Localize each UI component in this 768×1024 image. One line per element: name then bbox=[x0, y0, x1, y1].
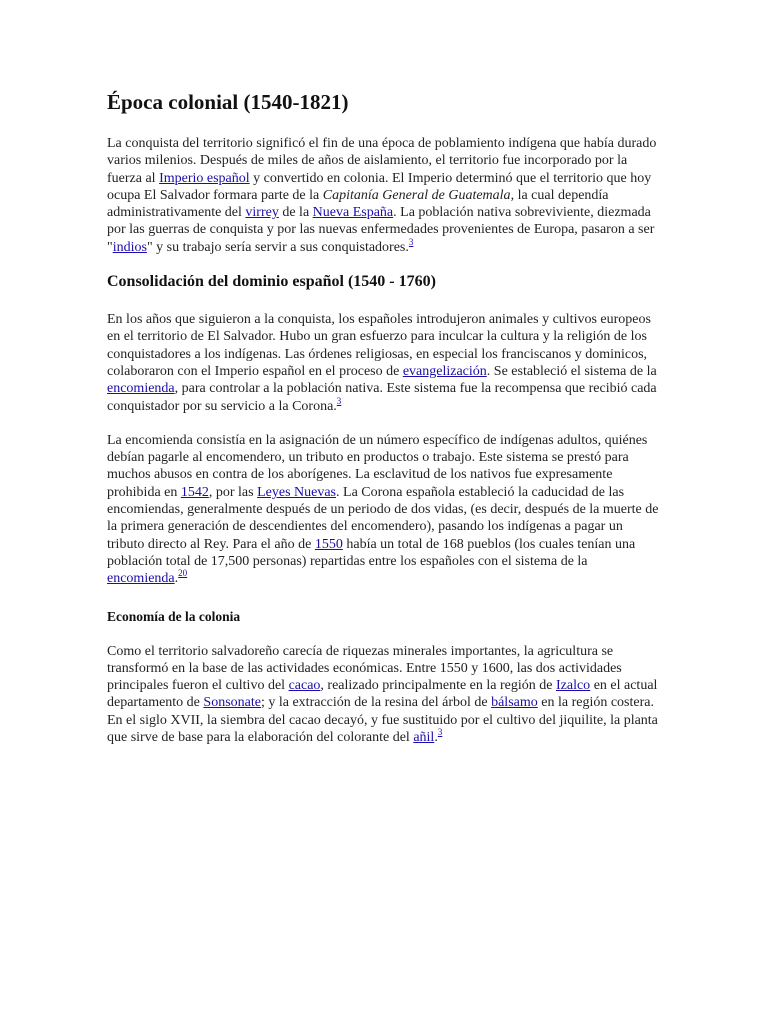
link-leyes-nuevas[interactable]: Leyes Nuevas bbox=[257, 484, 337, 500]
link-evangelizacion[interactable]: evangelización bbox=[402, 363, 487, 379]
link-nueva-espana[interactable]: Nueva España bbox=[312, 205, 394, 221]
document-page bbox=[107, 88, 663, 746]
link-1550[interactable]: 1550 bbox=[314, 536, 343, 552]
reference-marker bbox=[438, 727, 443, 737]
paragraph-consolidacion bbox=[107, 311, 663, 415]
text-run: , la cual dependía administrativamente del bbox=[107, 187, 609, 221]
link-encomienda[interactable]: encomienda bbox=[107, 571, 175, 587]
text-run: . Se estableció el sistema de la bbox=[486, 363, 657, 379]
paragraph-encomienda bbox=[107, 432, 663, 588]
link-encomienda[interactable]: encomienda bbox=[107, 381, 175, 397]
paragraph-conquista bbox=[107, 135, 663, 256]
text-run: ; y la extracción de la resina del árbol de bbox=[260, 695, 492, 711]
link-cacao[interactable]: cacao bbox=[288, 678, 321, 694]
text-run: , realizado principalmente en la región de bbox=[320, 678, 556, 694]
text-run: . bbox=[174, 571, 179, 587]
link-virrey[interactable]: virrey bbox=[245, 205, 279, 221]
reference-marker bbox=[337, 396, 342, 406]
text-run: La conquista del territorio significó el fin de una época de poblamiento indígena que había durado varios milenios. Después de miles de años de aislamiento, el territorio fue incorporado por la fuerza al bbox=[107, 136, 657, 186]
text-run: y convertido en colonia. El Imperio determinó que el territorio que hoy ocupa El Salvador formara parte de la bbox=[107, 170, 652, 203]
text-run: . La Corona española estableció la caducidad de las encomiendas, generalmente después de un periodo de dos vidas, (es decir, después de la muerte de la primera generación de descendientes del encomendero), pasando los indígenas a pagar un tributo directo al Rey. Para el año de bbox=[107, 484, 659, 552]
paragraph-economia bbox=[107, 643, 663, 747]
text-run: en el actual departamento de bbox=[107, 678, 658, 711]
text-run: de la bbox=[278, 205, 313, 221]
text-run: " y su trabajo sería servir a sus conquistadores. bbox=[146, 239, 409, 255]
text-run: En los años que siguieron a la conquista, los españoles introdujeron animales y cultivos europeos en el territorio de El Salvador. Hubo un gran esfuerzo para inculcar la cultura y la religión de los conquistadores a los indígenas. Las órdenes religiosas, en especial los franciscanos y dominicos, colaboraron con el Imperio español en el proceso de bbox=[107, 312, 651, 379]
text-run: , por las bbox=[208, 484, 258, 500]
text-run: Como el territorio salvadoreño carecía de riquezas minerales importantes, la agricultura se transformó en la base de las actividades económicas. Entre 1550 y 1600, las dos actividades principales fueron el cultivo del bbox=[107, 643, 622, 694]
link-indios[interactable]: indios bbox=[112, 239, 147, 255]
link-sonsonate[interactable]: Sonsonate bbox=[203, 695, 261, 711]
link-izalco[interactable]: Izalco bbox=[555, 678, 591, 694]
text-run: La encomienda consistía en la asignación de un número específico de indígenas adultos, quiénes debían pagarle al encomendero, un tributo en productos o trabajo. Este sistema se prestó para muchos abusos en contra de los aborígenes. La esclavitud de los nativos fue expresamente prohibida en bbox=[107, 432, 648, 500]
link-anil[interactable]: añil bbox=[413, 730, 435, 746]
text-run: . La población nativa sobreviviente, diezmada por las guerras de conquista y por las nuevas enfermedades provenientes de Europa, pasaron a ser " bbox=[107, 205, 655, 255]
reference-link[interactable]: 3 bbox=[336, 395, 342, 406]
page-title: Época colonial (1540-1821) bbox=[107, 90, 349, 114]
link-1542[interactable]: 1542 bbox=[180, 484, 209, 500]
text-run: . bbox=[434, 730, 438, 746]
text-run: , para controlar a la población nativa. Este sistema fue la recompensa que recibió cada conquistador por su servicio a la Corona. bbox=[107, 381, 657, 414]
section-heading-consolidacion: Consolidación del dominio español (1540 - 1760) bbox=[107, 273, 436, 291]
text-run: había un total de 168 pueblos (los cuales tenían una población total de 17,500 personas) repartidas entre los españoles con el sistema de la bbox=[107, 536, 636, 569]
reference-marker bbox=[409, 237, 414, 247]
reference-link[interactable]: 20 bbox=[178, 568, 188, 579]
reference-link[interactable]: 3 bbox=[408, 236, 414, 247]
link-balsamo[interactable]: bálsamo bbox=[491, 695, 538, 711]
italic-capitania: Capitanía General de Guatemala bbox=[322, 187, 511, 203]
reference-marker bbox=[178, 568, 187, 578]
section-heading-economia: Economía de la colonia bbox=[107, 608, 241, 624]
link-imperio-espanol[interactable]: Imperio español bbox=[159, 170, 250, 186]
text-run: en la región costera. En el siglo XVII, la siembra del cacao decayó, y fue sustituido por el cultivo del jiquilite, la planta que sirve de base para la elaboración del colorante del bbox=[107, 695, 658, 746]
reference-link[interactable]: 3 bbox=[437, 727, 443, 738]
